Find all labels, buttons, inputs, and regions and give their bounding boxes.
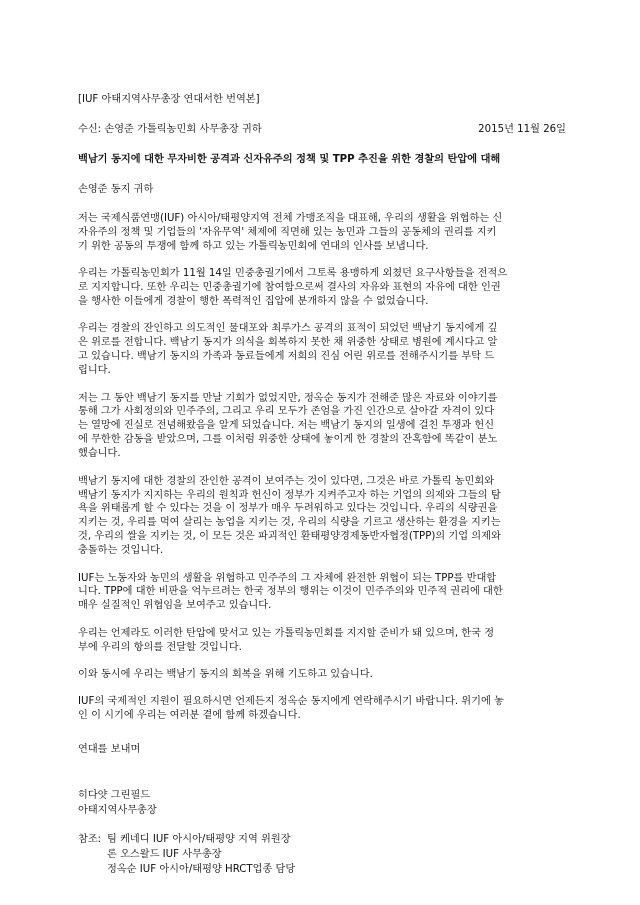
body-paragraph-4: 저는 그 동안 백남기 동지를 만날 기회가 없었지만, 정옥순 동지가 전해준 많은 자료와 이야기를 통해 그가 사회정의와 민주주의, 그리고 우리 모두가 존엄을 가진 인간으로 살아갈 자격이 있다 는 열망에 진실로 전념해왔음을 알게 되었습니다. 저는 백남기 동지의 일생에 걸친 투쟁과 헌신 에 무한한 감동을 받았으며, 그를 이처럼 위중한 상태에 놓이게 한 경찰의 잔혹함에 똑같이 분노 했습니다.	[78, 392, 498, 460]
salutation: 손영준 동지 귀하	[78, 184, 154, 195]
cc-label: 참조:	[78, 834, 102, 846]
body-paragraph-5: 백남기 동지에 대한 경찰의 잔인한 공격이 보여주는 것이 있다면, 그것은 바로 가톨릭 농민회와 백남기 동지가 지지하는 우리의 원칙과 헌신이 정부가 지켜주고자 하는 기업의 의제와 그들의 탐 욕을 위태롭게 할 수 있다는 것을 이 정부가 매우 두려워하고 있다는 것입니다. 우리의 식량권을 지키는 것, 우리를 먹여 살리는 농업을 지키는 것, 우리의 식량을 기르고 생산하는 환경을 지키는 것, 우리의 쌀을 지키는 것, 이 모든 것은 파괴적인 환태평양경제동반자협정(TPP)의 기업 의제와 충돌하는 것입니다.	[78, 475, 501, 557]
letter-date: 2015년 11월 26일	[478, 124, 566, 135]
body-paragraph-3: 우리는 경찰의 잔인하고 의도적인 물대포와 최루가스 공격의 표적이 되었던 백남기 동지에게 깊 은 위로를 전합니다. 백남기 동지가 의식을 회복하지 못한 채 위중한 상태로 병원에 계시다고 알 고 있습니다. 백남기 동지의 가족과 동료들에게 저희의 진심 어린 위로를 전해주시기를 부탁 드 립니다.	[78, 323, 498, 377]
cc-block	[78, 832, 566, 877]
recipient-date-row	[78, 122, 566, 137]
signer-name: 히다얏 그린필드	[78, 790, 151, 802]
cc-item: 정옥순 IUF 아시아/태평양 HRCT업종 담당	[107, 864, 296, 876]
letter-title: 백남기 동지에 대한 무자비한 공격과 신자유주의 정책 및 TPP 추진을 위한 경찰의 탄압에 대해	[78, 154, 501, 165]
body-paragraph-7: 우리는 언제라도 이러한 탄압에 맞서고 있는 가톨릭농민회를 지지할 준비가 돼 있으며, 한국 정 부에 우리의 항의를 전달할 것입니다.	[78, 627, 495, 653]
cc-item: 팀 케네디 IUF 아시아/태평양 지역 위원장	[107, 834, 291, 846]
body-paragraph-9: IUF의 국제적인 지원이 필요하시면 언제든지 정옥순 동지에게 연락해주시기 바랍니다. 위기에 놓 인 이 시기에 우리는 여러분 곁에 함께 하겠습니다.	[78, 696, 504, 722]
body-paragraph-2: 우리는 가톨릭농민회가 11월 14일 민중총궐기에서 그토록 용맹하게 외쳤던 요구사항들을 전적으 로 지지합니다. 또한 우리는 민중총궐기에 참여함으로써 결사의 자유와 표현의 자유에 대한 인권 을 행사한 이들에게 경찰이 행한 폭력적인 집압에 분개하지 않을 수 없었습니다.	[78, 268, 508, 308]
closing-line: 연대를 보내며	[78, 744, 141, 756]
signer-title: 아태지역사무총장	[78, 805, 157, 817]
body-paragraph-1: 저는 국제식품연맹(IUF) 아시아/태평양지역 전체 가맹조직을 대표해, 우리의 생활을 위협하는 신 자유주의 정책 및 기업들의 '자유무역' 체제에 직면해 있는 농민과 그들의 공동체의 권리를 지키 기 위한 공동의 투쟁에 함께 하고 있는 가톨릭농민회에 연대의 인사를 보냅니다.	[78, 213, 503, 252]
translation-header-note: [IUF 아태지역사무총장 연대서한 번역본]	[78, 94, 260, 105]
recipient-line: 수신: 손영준 가톨릭농민회 사무총장 귀하	[78, 124, 262, 135]
body-paragraph-6: IUF는 노동자와 농민의 생활을 위협하고 민주주의 그 자체에 완전한 위협이 되는 TPP를 반대합 니다. TPP에 대한 비판을 억누르려는 한국 정부의 행위는 이것이 민주주의와 민주적 권리에 대한 매우 실질적인 위협임을 보여주고 있습니다.	[78, 572, 503, 612]
cc-item: 론 오스왈드 IUF 사무총장	[107, 849, 222, 861]
signature-block	[78, 788, 566, 818]
cc-list	[107, 832, 566, 877]
body-paragraph-8: 이와 동시에 우리는 백남기 동지의 회복을 위해 기도하고 있습니다.	[78, 669, 373, 681]
letter-page	[78, 92, 566, 877]
